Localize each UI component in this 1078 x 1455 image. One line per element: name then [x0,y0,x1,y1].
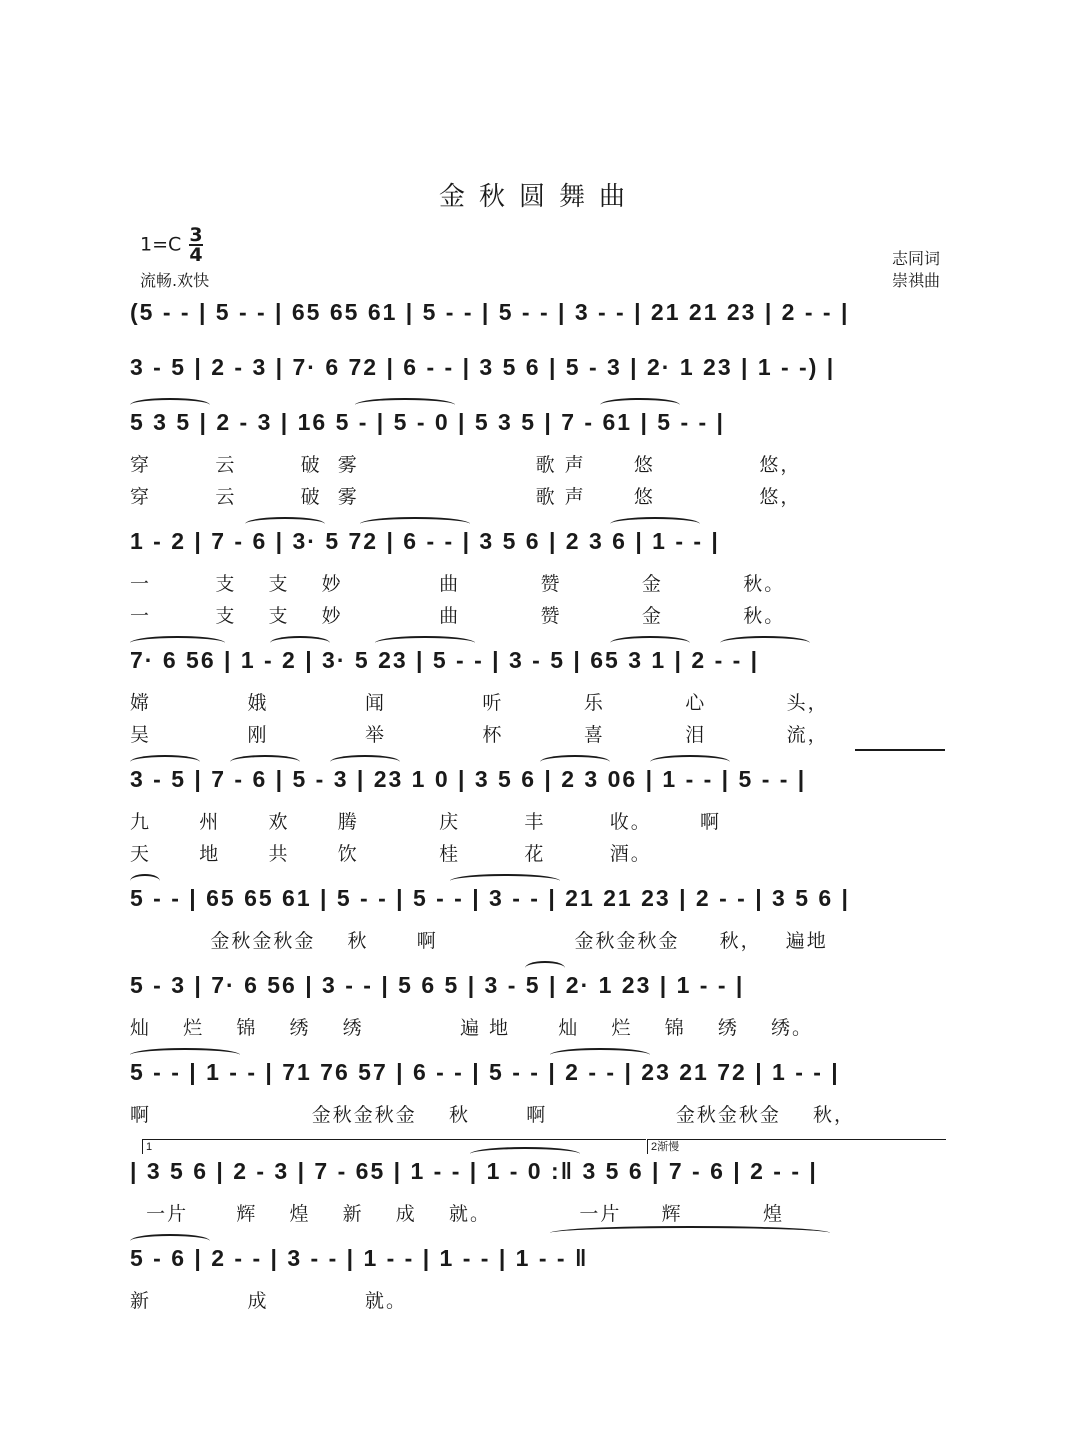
volta-2: 2渐慢 [647,1139,946,1154]
score-row [130,351,946,391]
lyric-line-1: 一 支 支 妙 曲 赞 金 秋。 [130,573,786,595]
lyric-line-2: 天 地 共 饮 桂 花 酒。 [130,843,652,865]
time-signature [189,226,202,264]
volta-1: 1 [142,1139,646,1154]
notes-line: 7· 6 56 | 1 - 2 | 3· 5 23 | 5 - - | 3 - 5 | 65 3 1 | 2 - - | [130,647,760,673]
score-row [130,644,946,746]
song-title: 金秋圆舞曲 [438,182,639,212]
notes-line: 1 - 2 | 7 - 6 | 3· 5 72 | 6 - - | 3 5 6 | 2 3 6 | 1 - - | [130,528,720,554]
lyric-line-2: 穿 云 破 雾 歌 声 悠 悠， [130,486,802,508]
lyric-line-1: 九 州 欢 腾 庆 丰 收。 啊 [130,811,721,833]
lyric-line-2: 一 支 支 妙 曲 赞 金 秋。 [130,605,786,627]
composer: 崇祺曲 [891,271,940,290]
notes-line: 5 - 6 | 2 - - | 3 - - | 1 - - | 1 - - | 1 - - ‖ [130,1245,589,1271]
notes-line: 5 - - | 1 - - | 71 76 57 | 6 - - | 5 - - | 2 - - | 23 21 72 | 1 - - | [130,1059,840,1085]
score-row [130,763,946,865]
notes-line: 5 - 3 | 7· 6 56 | 3 - - | 5 6 5 | 3 - 5 | 2· 1 23 | 1 - - | [130,972,745,998]
credits [892,248,940,292]
lyric-line-1: 金秋金秋金 秋 啊 金秋金秋金 秋， 遍地 [130,930,828,952]
key-signature [140,226,203,264]
key-prefix: 1=C [140,233,182,256]
lyric-line-1: 穿 云 破 雾 歌 声 悠 悠， [130,454,802,476]
lyric-line-1: 灿 烂 锦 绣 绣 遍 地 灿 烂 锦 绣 绣。 [130,1017,814,1039]
score-row [130,406,946,508]
slur [855,749,945,751]
lyric-line-1: 啊 金秋金秋金 秋 啊 金秋金秋金 秋， [130,1104,856,1126]
slur [550,1226,830,1240]
notes-line: | 3 5 6 | 2 - 3 | 7 - 65 | 1 - - | 1 - 0 :‖ 3 5 6 | 7 - 6 | 2 - - | [130,1158,818,1184]
lyric-line-2: 吴 刚 举 杯 喜 泪 流， [130,724,829,746]
score-row [130,969,946,1039]
time-top: 3 [189,224,203,246]
tempo-marking: 流畅.欢快 [140,271,210,290]
score-row [130,882,946,952]
score-row [130,1141,946,1225]
lyric-line-1: 嫦 娥 闻 听 乐 心 头， [130,692,829,714]
score-row [130,1242,946,1312]
notes-line: 3 - 5 | 2 - 3 | 7· 6 72 | 6 - - | 3 5 6 | 5 - 3 | 2· 1 23 | 1 - -) | [130,354,836,380]
notes-line: 5 - - | 65 65 61 | 5 - - | 5 - - | 3 - - | 21 21 23 | 2 - - | 3 5 6 | [130,885,850,911]
notes-line: 3 - 5 | 7 - 6 | 5 - 3 | 23 1 0 | 3 5 6 | 2 3 06 | 1 - - | 5 - - | [130,766,807,792]
score-row [130,1056,946,1126]
notes-line: 5 3 5 | 2 - 3 | 16 5 - | 5 - 0 | 5 3 5 | 7 - 61 | 5 - - | [130,409,725,435]
score-row [130,296,946,336]
time-bottom: 4 [189,244,203,266]
score-row [130,525,946,627]
lyric-line-1: 一片 辉 煌 新 成 就。 一片 辉 煌 [130,1203,784,1225]
lyricist: 志同词 [891,249,940,268]
lyric-line-1: 新 成 就。 [130,1290,407,1312]
notes-line: (5 - - | 5 - - | 65 65 61 | 5 - - | 5 - - | 3 - - | 21 21 23 | 2 - - | [130,299,850,325]
